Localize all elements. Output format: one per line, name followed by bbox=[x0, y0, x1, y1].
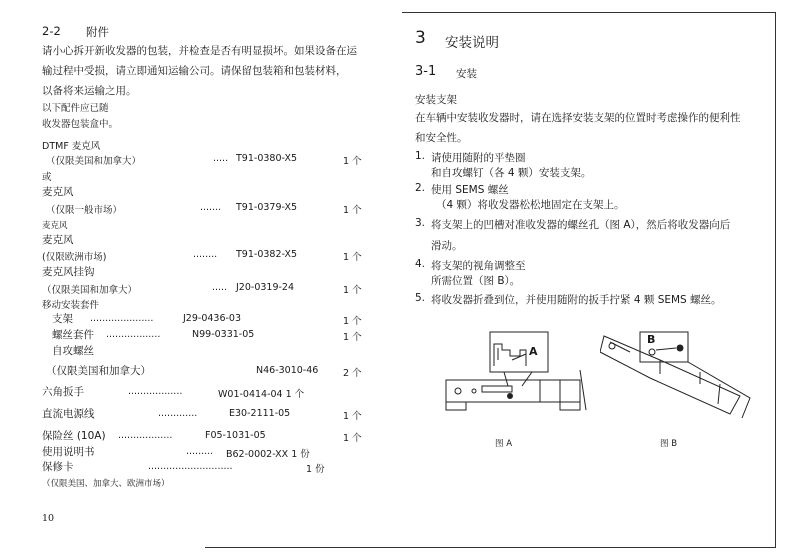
intro-line-1: 请小心拆开新收发器的包装，并检查是否有明显损坏。如果设备在运 bbox=[42, 45, 357, 57]
item-dtmf-mic: DTMF 麦克风 bbox=[42, 141, 101, 152]
step-3-line-1: 将支架上的凹槽对准收发器的螺丝孔（图 A），然后将收发器向后 bbox=[431, 219, 731, 231]
item-dc-qty: 1 个 bbox=[343, 411, 362, 422]
item-screw-set-dots: .................. bbox=[106, 329, 161, 340]
intro-line-2: 输过程中受损，请立即通知运输公司。请保留包装箱和包装材料， bbox=[42, 65, 347, 77]
section-number: 2-2 bbox=[42, 24, 61, 38]
item-fuse-part: F05-1031-05 bbox=[205, 430, 266, 441]
figure-b-caption: 图 B bbox=[660, 439, 678, 449]
item-hanger: 麦克风挂钩 bbox=[42, 266, 95, 278]
step-4-line-1: 将支架的视角调整至 bbox=[431, 260, 526, 272]
item-mic-part: T91-0379-X5 bbox=[236, 202, 298, 213]
figure-a-letter: A bbox=[529, 345, 538, 358]
step-2-line-2: （4 颗）将收发器松松地固定在支架上。 bbox=[436, 199, 625, 211]
chapter-title: 安装说明 bbox=[445, 35, 499, 51]
item-hanger-note: （仅限美国和加拿大） bbox=[42, 285, 138, 296]
figure-a-illustration bbox=[440, 320, 590, 420]
item-warranty-dots: ............................ bbox=[148, 461, 233, 472]
subsection-title: 安装 bbox=[456, 68, 477, 80]
item-manual: 使用说明书 bbox=[42, 446, 95, 458]
item-mic2: 麦克风 bbox=[42, 234, 74, 246]
item-screw-set-part: N99-0331-05 bbox=[192, 329, 255, 340]
item-dc: 直流电源线 bbox=[42, 408, 95, 420]
item-dtmf-qty: 1 个 bbox=[343, 156, 362, 167]
item-bracket-dots: ..................... bbox=[90, 313, 154, 324]
item-mic2-note: (仅限欧洲市场) bbox=[42, 252, 107, 263]
item-self-tap-qty: 2 个 bbox=[343, 368, 362, 379]
item-mic2-qty: 1 个 bbox=[343, 252, 362, 263]
step-5-line-1: 将收发器折叠到位，并使用随附的扳手拧紧 4 颗 SEMS 螺丝。 bbox=[431, 294, 722, 306]
item-mic2-part: T91-0382-X5 bbox=[236, 249, 298, 260]
item-bracket-part: J29-0436-03 bbox=[183, 313, 242, 324]
figure-b-illustration bbox=[600, 318, 760, 428]
item-hanger-qty: 1 个 bbox=[343, 285, 362, 296]
step-5-number: 5. bbox=[415, 292, 426, 304]
bottom-rule bbox=[205, 547, 776, 548]
item-self-tap-note: （仅限美国和加拿大） bbox=[46, 365, 151, 377]
item-mic-qty: 1 个 bbox=[343, 205, 362, 216]
item-hex-part: W01-0414-04 1 个 bbox=[218, 389, 305, 400]
item-fuse-dots: .................. bbox=[118, 430, 173, 441]
item-or: 或 bbox=[42, 172, 52, 183]
install-intro-1: 在车辆中安装收发器时，请在选择安装支架的位置时考虑操作的便利性 bbox=[415, 112, 741, 124]
step-1-number: 1. bbox=[415, 150, 426, 162]
intro-line-4: 以下配件应已随 bbox=[42, 103, 109, 114]
section-title: 附件 bbox=[86, 25, 109, 39]
item-mic2-dots: ........ bbox=[193, 249, 218, 260]
step-3-line-2: 滑动。 bbox=[431, 240, 463, 252]
item-manual-part: B62-0002-XX 1 份 bbox=[226, 449, 310, 460]
page-number: 10 bbox=[42, 513, 55, 524]
step-2-line-1: 使用 SEMS 螺丝 bbox=[431, 184, 509, 196]
step-1-line-2: 和自攻螺钉（各 4 颗）安装支架。 bbox=[431, 167, 592, 179]
item-mic-small: 麦克风 bbox=[42, 221, 68, 231]
item-warranty-note: （仅限美国、加拿大、欧洲市场） bbox=[42, 479, 170, 489]
item-hex-dots: .................. bbox=[128, 386, 183, 397]
item-dtmf-dots: ..... bbox=[213, 153, 229, 164]
intro-line-5: 收发器包装盒中。 bbox=[42, 119, 119, 130]
step-1-line-1: 请使用随附的平垫圈 bbox=[431, 152, 526, 164]
item-mount-kit: 移动安装套件 bbox=[42, 300, 100, 311]
item-dc-part: E30-2111-05 bbox=[229, 408, 291, 419]
item-warranty-qty: 1 份 bbox=[306, 464, 325, 475]
bracket-heading: 安装支架 bbox=[415, 94, 457, 106]
figure-b-letter: B bbox=[647, 333, 656, 346]
step-3-number: 3. bbox=[415, 217, 426, 229]
item-mic: 麦克风 bbox=[42, 186, 74, 198]
item-warranty: 保修卡 bbox=[42, 461, 74, 473]
item-bracket: 支架 bbox=[52, 313, 73, 325]
item-dc-dots: ............. bbox=[158, 408, 198, 419]
step-4-line-2: 所需位置（图 B）。 bbox=[431, 275, 521, 287]
item-hex: 六角扳手 bbox=[42, 386, 84, 398]
item-screw-set: 螺丝套件 bbox=[52, 329, 94, 341]
item-fuse: 保险丝 (10A) bbox=[42, 430, 106, 442]
figure-a-caption: 图 A bbox=[495, 439, 513, 449]
subsection-number: 3-1 bbox=[415, 64, 437, 79]
item-hanger-dots: ..... bbox=[212, 282, 228, 293]
right-vertical-rule bbox=[775, 12, 776, 547]
item-manual-dots: ......... bbox=[186, 446, 214, 457]
item-mic-dots: ....... bbox=[200, 202, 222, 213]
item-mic-note: （仅限一般市场） bbox=[46, 205, 123, 216]
intro-line-3: 以备将来运输之用。 bbox=[42, 85, 137, 97]
top-right-rule bbox=[402, 12, 775, 13]
install-intro-2: 和安全性。 bbox=[415, 132, 468, 144]
item-bracket-qty: 1 个 bbox=[343, 316, 362, 327]
item-screw-set-qty: 1 个 bbox=[343, 332, 362, 343]
item-dtmf-part: T91-0380-X5 bbox=[236, 153, 298, 164]
chapter-number: 3 bbox=[415, 28, 426, 48]
step-4-number: 4. bbox=[415, 258, 426, 270]
item-fuse-qty: 1 个 bbox=[343, 433, 362, 444]
item-dtmf-note: （仅限美国和加拿大） bbox=[46, 156, 142, 167]
step-2-number: 2. bbox=[415, 182, 426, 194]
item-hanger-part: J20-0319-24 bbox=[236, 282, 295, 293]
item-self-tap: 自攻螺丝 bbox=[52, 345, 94, 357]
item-self-tap-part: N46-3010-46 bbox=[256, 365, 319, 376]
